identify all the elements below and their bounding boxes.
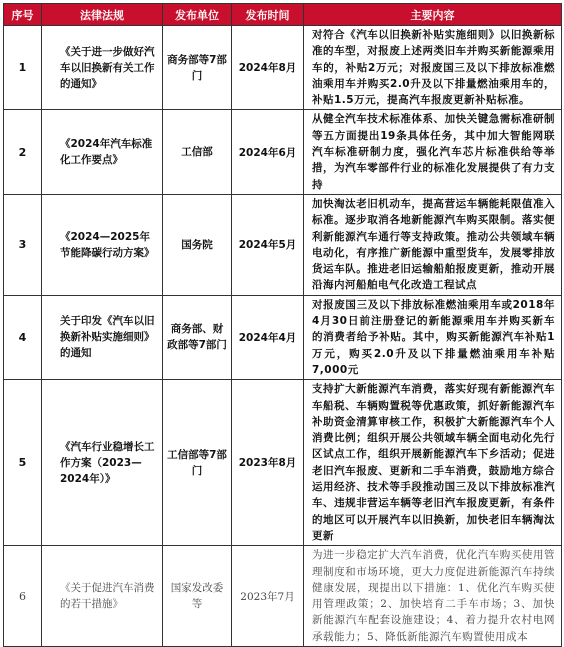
row-content: 支持扩大新能源汽车消费，落实好现有新能源汽车车船税、车辆购置税等优惠政策，抓好新能源汽车补助资金清算审核工作，积极扩大新能源汽车个人消费比例；组织开展公共领域车辆全面电动化先行区试点工作，组织开展新能源汽车下乡活动；促进老旧汽车报废、更新和二手车消费，鼓励地方综合运用经济、技术等手段推动国三及以下排放标准汽车、违规非营运车辆等老旧汽车报废更新，有条件的地区可以开展汽车以旧换新，加快老旧车辆淘汰更新: [304, 380, 562, 546]
table-row: [4, 110, 562, 194]
row-content: 对报废国三及以下排放标准燃油乘用车或2018年4月30日前注册登记的新能源乘用车并购买新车的消费者给予补贴。其中，购买新能源汽车补贴1万元，购买2.0升及以下排量燃油乘用车补贴7,000元: [304, 295, 562, 379]
row-date: 2024年6月: [232, 110, 304, 194]
row-serial: 4: [4, 295, 42, 379]
row-date: 2024年5月: [232, 194, 304, 295]
row-law: 《2024年汽车标准化工作要点》: [42, 110, 163, 194]
table-row: [4, 26, 562, 110]
header-serial: 序号: [4, 4, 42, 26]
row-issuer: 工信部等7部门: [163, 380, 232, 546]
row-content: 为进一步稳定扩大汽车消费，优化汽车购买使用管理制度和市场环境，更大力度促进新能源汽车持续健康发展，现提出以下措施：1、优化汽车购买使用管理政策；2、加快培育二手车市场；3、加快新能源汽车配套设施建设；4、着力提升农村电网承载能力；5、降低新能源汽车购置使用成本: [304, 546, 562, 647]
header-law: 法律法规: [42, 4, 163, 26]
row-issuer: 商务部、财政部等7部门: [163, 295, 232, 379]
row-date: 2024年8月: [232, 26, 304, 110]
row-issuer: 国家发改委等: [163, 546, 232, 647]
header-date: 发布时间: [232, 4, 304, 26]
row-law: 关于印发《汽车以旧换新补贴实施细则》的通知: [42, 295, 163, 379]
row-date: 2023年7月: [232, 546, 304, 647]
row-serial: 2: [4, 110, 42, 194]
row-serial: 3: [4, 194, 42, 295]
row-issuer: 商务部等7部门: [163, 26, 232, 110]
row-content: 从健全汽车技术标准体系、加快关键急需标准研制等五方面提出19条具体任务，其中加大智能网联汽车标准研制力度，强化汽车芯片标准供给等举措，为汽车零部件行业的标准化发展提供了有力支持: [304, 110, 562, 194]
table-row: [4, 194, 562, 295]
row-law: 《关于促进汽车消费的若干措施》: [42, 546, 163, 647]
policy-table: [3, 3, 562, 647]
table-row: [4, 380, 562, 546]
row-law: 《2024—2025年节能降碳行动方案》: [42, 194, 163, 295]
row-content: 加快淘汰老旧机动车，提高营运车辆能耗限值准入标准。逐步取消各地新能源汽车购买限制。落实便利新能源汽车通行等支持政策。推动公共领域车辆电动化，有序推广新能源中重型货车，发展零排放货运车队。推进老旧运输船舶报废更新，推动开展沿海内河船舶电气化改造工程试点: [304, 194, 562, 295]
row-date: 2023年8月: [232, 380, 304, 546]
header-issuer: 发布单位: [163, 4, 232, 26]
row-issuer: 工信部: [163, 110, 232, 194]
row-law: 《汽车行业稳增长工作方案（2023—2024年）》: [42, 380, 163, 546]
row-serial: 6: [4, 546, 42, 647]
row-date: 2024年4月: [232, 295, 304, 379]
row-issuer: 国务院: [163, 194, 232, 295]
row-content: 对符合《汽车以旧换新补贴实施细则》以旧换新标准的车型，对报废上述两类旧车并购买新能源乘用车的，补贴2万元；对报废国三及以下排放标准燃油乘用车并购买2.0升及以下排量燃油乘用车的，补贴1.5万元，提高汽车报废更新补贴标准。: [304, 26, 562, 110]
row-law: 《关于进一步做好汽车以旧换新有关工作的通知》: [42, 26, 163, 110]
table-header-row: [4, 4, 562, 26]
table-row: [4, 546, 562, 647]
header-content: 主要内容: [304, 4, 562, 26]
table-row: [4, 295, 562, 379]
row-serial: 5: [4, 380, 42, 546]
row-serial: 1: [4, 26, 42, 110]
